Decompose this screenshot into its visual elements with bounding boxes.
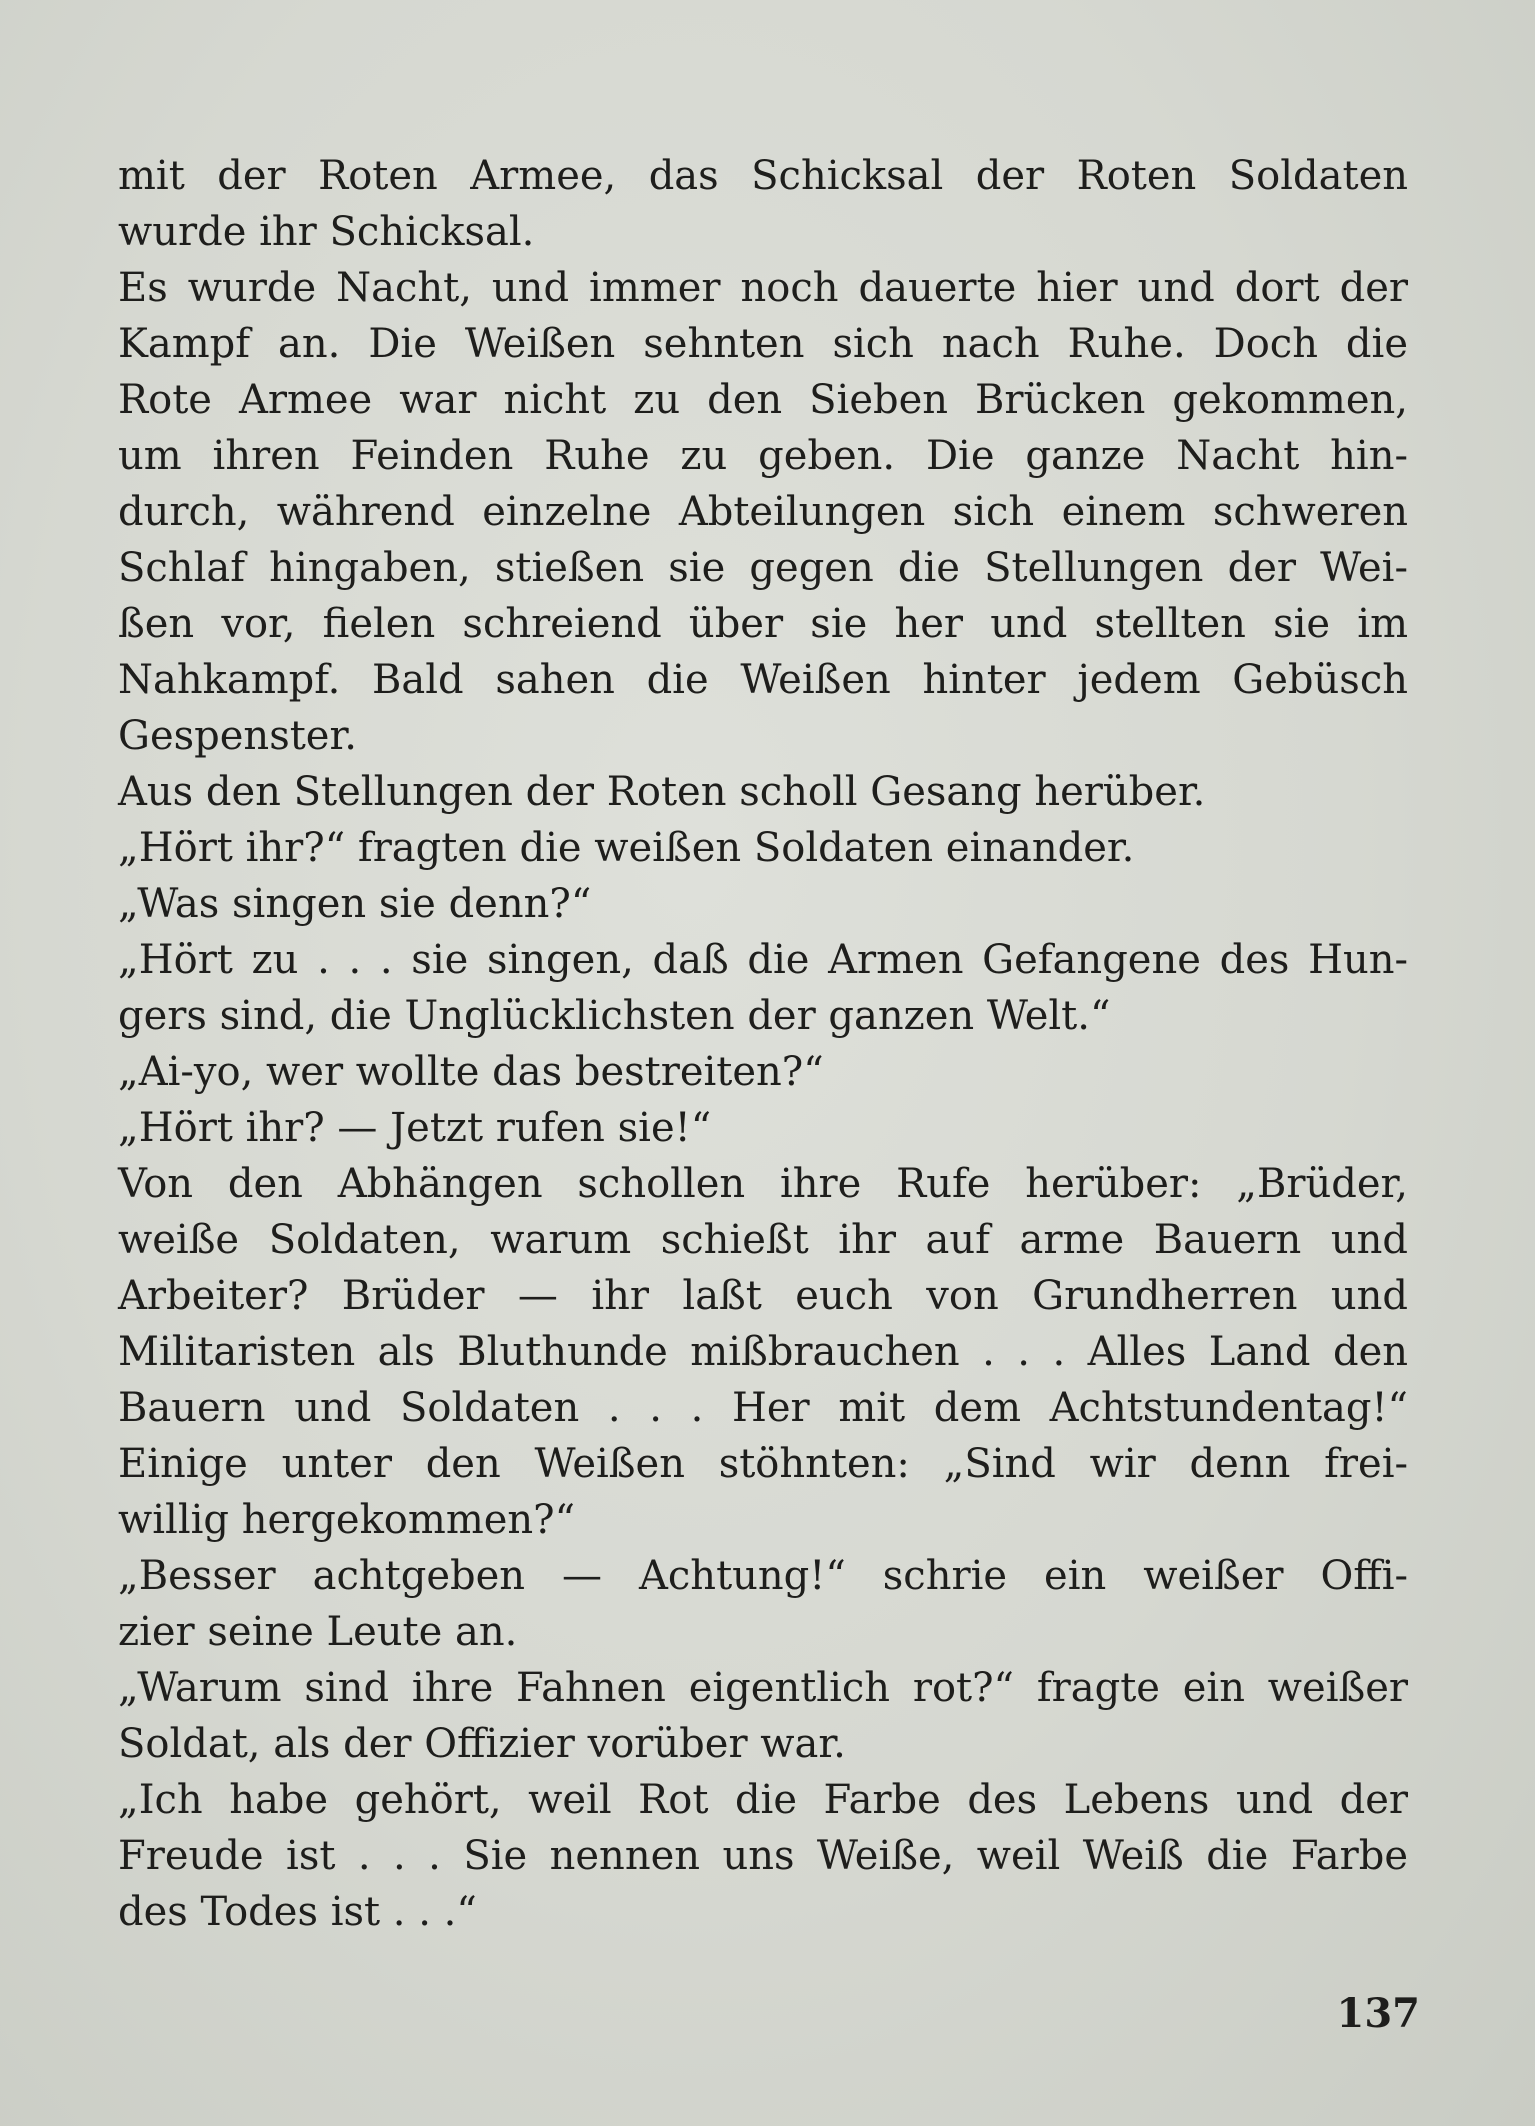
- text-line: „Besser achtgeben — Achtung!“ schrie ein weißer Offi-: [118, 1553, 1408, 1599]
- body-text: [118, 148, 1408, 1940]
- text-line: Kampf an. Die Weißen sehnten sich nach Ruhe. Doch die: [118, 321, 1408, 367]
- text-line: des Todes ist . . .“: [118, 1889, 477, 1935]
- text-line: Arbeiter? Brüder — ihr laßt euch von Grundherren und: [118, 1273, 1408, 1319]
- text-line: willig hergekommen?“: [118, 1497, 576, 1543]
- text-line: durch, während einzelne Abteilungen sich einem schweren: [118, 489, 1408, 535]
- text-line: „Hört ihr? — Jetzt rufen sie!“: [118, 1105, 712, 1151]
- text-line: Von den Abhängen schollen ihre Rufe herüber: „Brüder,: [118, 1161, 1408, 1207]
- text-line: Nahkampf. Bald sahen die Weißen hinter jedem Gebüsch: [118, 657, 1408, 703]
- text-line: Es wurde Nacht, und immer noch dauerte hier und dort der: [118, 265, 1408, 311]
- text-line: „Warum sind ihre Fahnen eigentlich rot?“ fragte ein weißer: [118, 1665, 1408, 1711]
- text-line: „Was singen sie denn?“: [118, 881, 592, 927]
- text-line: Rote Armee war nicht zu den Sieben Brücken gekommen,: [118, 377, 1408, 423]
- text-line: ßen vor, fielen schreiend über sie her und stellten sie im: [118, 601, 1408, 647]
- page-number: 137: [1336, 1990, 1420, 2037]
- text-line: Schlaf hingaben, stießen sie gegen die Stellungen der Wei-: [118, 545, 1408, 591]
- text-line: Militaristen als Bluthunde mißbrauchen . . . Alles Land den: [118, 1329, 1408, 1375]
- text-line: „Hört zu . . . sie singen, daß die Armen Gefangene des Hun-: [118, 937, 1408, 983]
- text-line: Freude ist . . . Sie nennen uns Weiße, weil Weiß die Farbe: [118, 1833, 1408, 1879]
- text-line: Bauern und Soldaten . . . Her mit dem Achtstundentag!“: [118, 1385, 1408, 1431]
- text-line: Aus den Stellungen der Roten scholl Gesang herüber.: [118, 769, 1206, 815]
- text-line: weiße Soldaten, warum schießt ihr auf arme Bauern und: [118, 1217, 1408, 1263]
- text-line: mit der Roten Armee, das Schicksal der Roten Soldaten: [118, 153, 1408, 199]
- text-line: Einige unter den Weißen stöhnten: „Sind wir denn frei-: [118, 1441, 1408, 1487]
- text-line: wurde ihr Schicksal.: [118, 209, 535, 255]
- text-line: zier seine Leute an.: [118, 1609, 518, 1655]
- text-line: „Ich habe gehört, weil Rot die Farbe des Lebens und der: [118, 1777, 1408, 1823]
- text-line: „Ai-yo, wer wollte das bestreiten?“: [118, 1049, 824, 1095]
- text-line: Soldat, als der Offizier vorüber war.: [118, 1721, 846, 1767]
- text-line: Gespenster.: [118, 713, 357, 759]
- text-line: gers sind, die Unglücklichsten der ganzen Welt.“: [118, 993, 1111, 1039]
- text-line: um ihren Feinden Ruhe zu geben. Die ganze Nacht hin-: [118, 433, 1408, 479]
- text-line: „Hört ihr?“ fragten die weißen Soldaten einander.: [118, 825, 1135, 871]
